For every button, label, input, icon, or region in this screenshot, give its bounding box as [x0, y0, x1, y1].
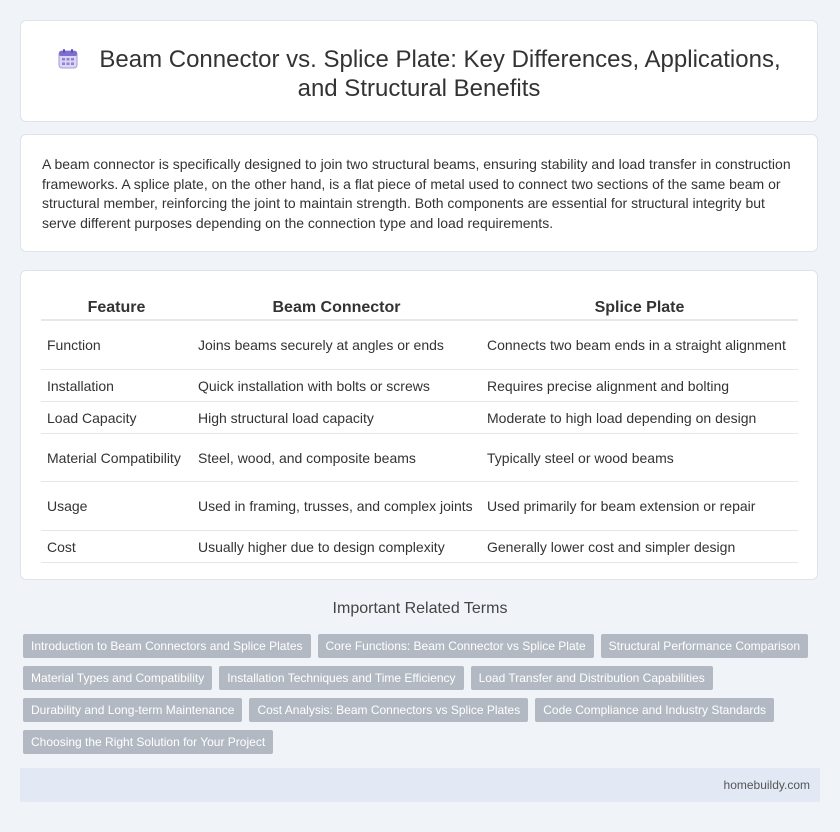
related-term-tag[interactable]: Material Types and Compatibility — [23, 666, 212, 690]
beam-connector-cell: Used in framing, trusses, and complex joints — [192, 482, 481, 531]
related-terms-heading: Important Related Terms — [332, 600, 508, 617]
splice-plate-cell: Connects two beam ends in a straight alignment — [481, 320, 798, 370]
splice-plate-cell: Used primarily for beam extension or repair — [481, 482, 798, 531]
page-title — [21, 45, 817, 103]
intro-paragraph: A beam connector is specifically designed to join two structural beams, ensuring stability and load transfer in construction frameworks. A splice plate, on the other hand, is a flat piece of metal used to connect two sections of the same beam or structural member, reinforcing the joint to maintain strength. Both components are essential for structural integrity but serve different purposes depending on the connection type and load requirements. — [42, 156, 791, 231]
related-term-tag[interactable]: Durability and Long-term Maintenance — [23, 698, 242, 722]
feature-cell: Cost — [41, 531, 192, 563]
feature-cell: Load Capacity — [41, 402, 192, 434]
table-row — [41, 402, 798, 434]
footer — [20, 768, 820, 802]
splice-plate-cell: Requires precise alignment and bolting — [481, 370, 798, 402]
table-row — [41, 482, 798, 531]
header-beam-connector: Beam Connector — [192, 297, 481, 320]
table-row — [41, 434, 798, 482]
table-header-row — [41, 297, 798, 320]
feature-cell: Material Compatibility — [41, 434, 192, 482]
splice-plate-cell: Generally lower cost and simpler design — [481, 531, 798, 563]
title-line-2: and Structural Benefits — [297, 75, 541, 102]
related-term-tag[interactable]: Code Compliance and Industry Standards — [535, 698, 774, 722]
title-card — [20, 20, 818, 122]
comparison-card — [20, 270, 818, 580]
related-term-tag[interactable]: Cost Analysis: Beam Connectors vs Splice Plates — [249, 698, 528, 722]
beam-connector-cell: High structural load capacity — [192, 402, 481, 434]
table-row — [41, 531, 798, 563]
header-splice-plate: Splice Plate — [481, 297, 798, 320]
splice-plate-cell: Moderate to high load depending on design — [481, 402, 798, 434]
feature-cell: Function — [41, 320, 192, 370]
related-term-tag[interactable]: Core Functions: Beam Connector vs Splice Plate — [318, 634, 594, 658]
header-feature: Feature — [41, 297, 192, 320]
beam-connector-cell: Usually higher due to design complexity — [192, 531, 481, 563]
feature-cell: Installation — [41, 370, 192, 402]
table-row — [41, 370, 798, 402]
intro-card — [20, 134, 818, 252]
comparison-table — [41, 297, 798, 563]
related-terms-list — [23, 634, 823, 762]
beam-connector-cell: Quick installation with bolts or screws — [192, 370, 481, 402]
feature-cell: Usage — [41, 482, 192, 531]
related-term-tag[interactable]: Installation Techniques and Time Efficiency — [219, 666, 463, 690]
related-term-tag[interactable]: Load Transfer and Distribution Capabilities — [471, 666, 713, 690]
table-row — [41, 320, 798, 370]
related-term-tag[interactable]: Structural Performance Comparison — [601, 634, 808, 658]
title-line-1: Beam Connector vs. Splice Plate: Key Differences, Applications, — [99, 46, 781, 73]
beam-connector-cell: Joins beams securely at angles or ends — [192, 320, 481, 370]
related-term-tag[interactable]: Introduction to Beam Connectors and Splice Plates — [23, 634, 311, 658]
calendar-icon — [57, 48, 79, 70]
footer-site-link[interactable]: homebuildy.com — [723, 778, 810, 792]
related-term-tag[interactable]: Choosing the Right Solution for Your Project — [23, 730, 273, 754]
splice-plate-cell: Typically steel or wood beams — [481, 434, 798, 482]
beam-connector-cell: Steel, wood, and composite beams — [192, 434, 481, 482]
